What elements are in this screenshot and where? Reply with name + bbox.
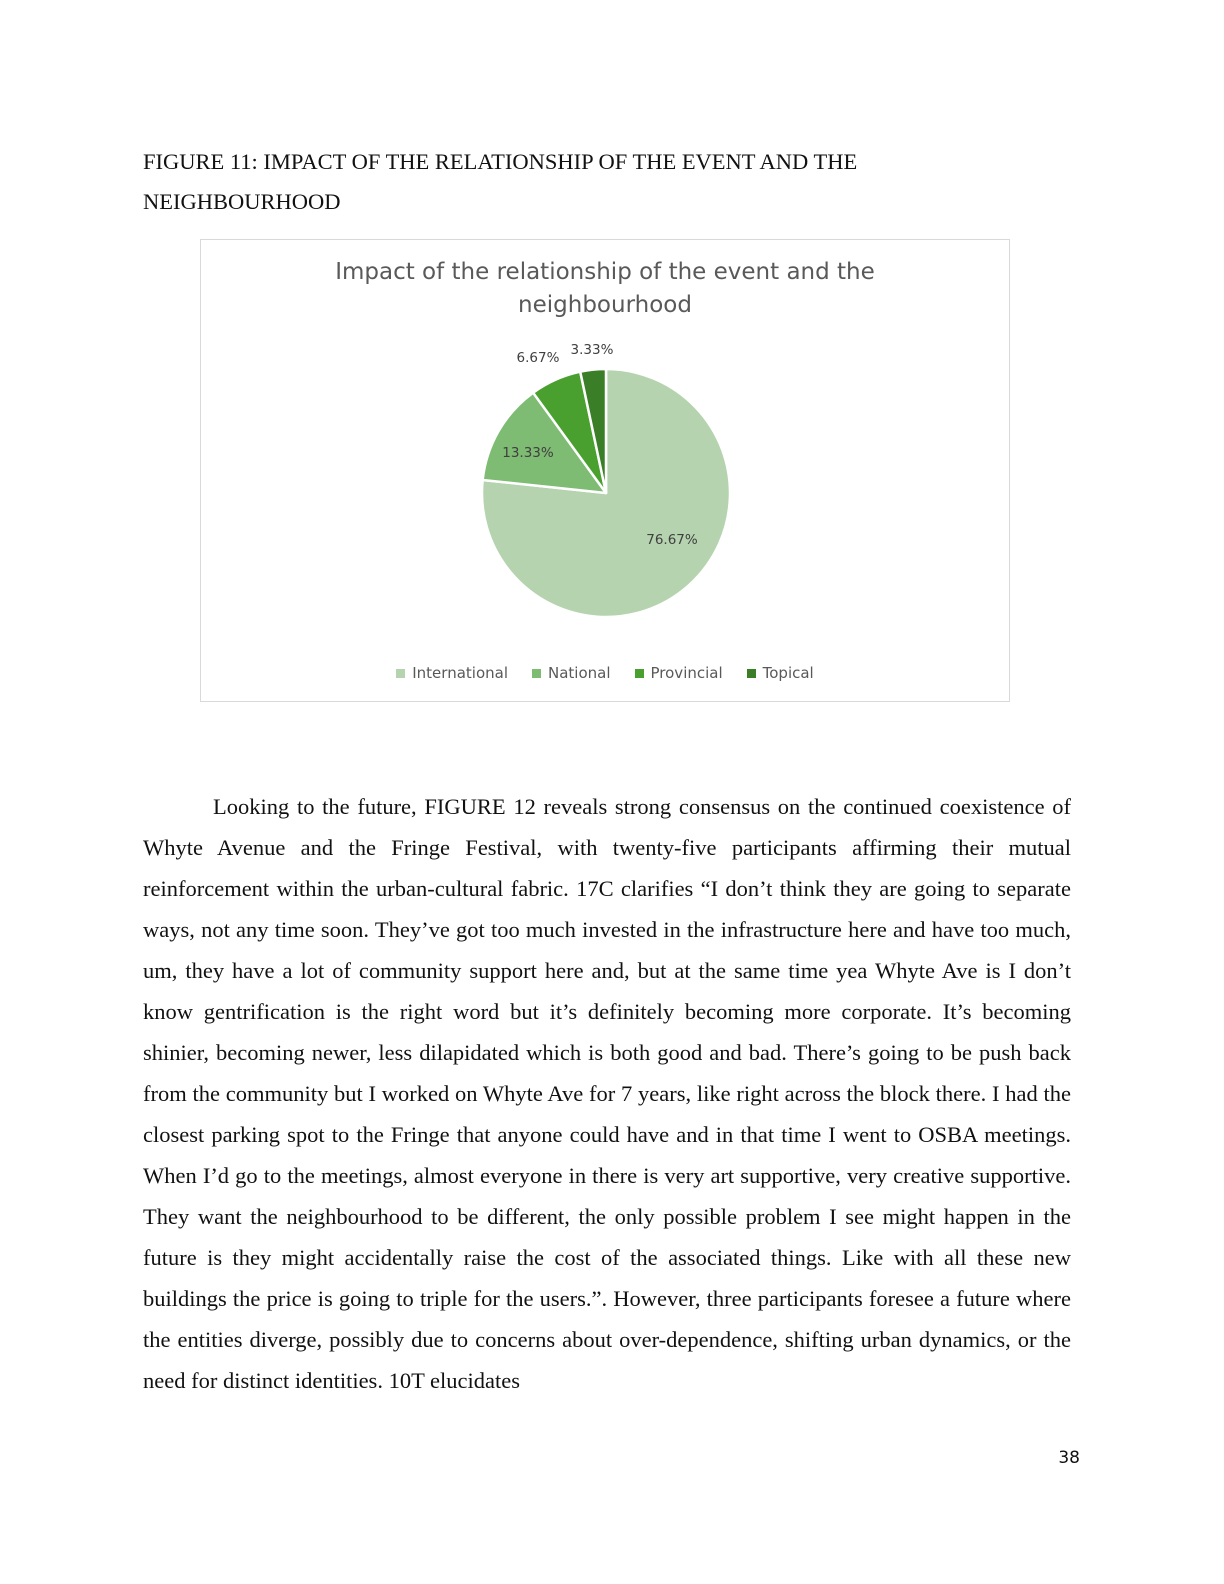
figure-caption-line2: NEIGHBOURHOOD — [143, 189, 341, 214]
chart-legend — [201, 664, 1009, 682]
legend-label: Topical — [762, 664, 814, 682]
legend-item-topical — [747, 664, 814, 682]
legend-item-provincial — [635, 664, 723, 682]
legend-label: National — [548, 664, 611, 682]
legend-item-international — [396, 664, 508, 682]
chart-title-line1: Impact of the relationship of the event and the — [335, 259, 875, 285]
figure-caption — [143, 142, 1083, 222]
page-number: 38 — [1058, 1448, 1080, 1468]
slice-label-international: 76.67% — [646, 532, 698, 548]
pie-chart — [200, 239, 1010, 702]
legend-swatch — [635, 669, 644, 678]
legend-label: Provincial — [650, 664, 723, 682]
slice-label-topical: 3.33% — [570, 342, 614, 358]
slice-label-national: 13.33% — [502, 445, 554, 461]
figure-caption-line1: FIGURE 11: IMPACT OF THE RELATIONSHIP OF THE EVENT AND THE — [143, 149, 858, 174]
legend-label: International — [412, 664, 508, 682]
chart-title-line2: neighbourhood — [518, 292, 692, 318]
legend-swatch — [532, 669, 541, 678]
legend-item-national — [532, 664, 611, 682]
legend-swatch — [747, 669, 756, 678]
legend-swatch — [396, 669, 405, 678]
slice-label-provincial: 6.67% — [516, 350, 560, 366]
pie-chart-plot — [201, 240, 1009, 701]
body-paragraph: Looking to the future, FIGURE 12 reveals strong consensus on the continued coexistence of Whyte Avenue and the Fringe Festival, with twenty-five participants affirming their mutual reinforcement within the urban-cultural fabric. 17C clarifies “I don’t think they are going to separate ways, not any time soon. They’ve got too much invested in the infrastructure here and have too much, um, they have a lot of community support here and, but at the same time yea Whyte Ave is I don’t know gentrification is the right word but it’s definitely becoming more corporate. It’s becoming shinier, becoming newer, less dilapidated which is both good and bad. There’s going to be push back from the community but I worked on Whyte Ave for 7 years, like right across the block there. I had the closest parking spot to the Fringe that anyone could have and in that time I went to OSBA meetings. When I’d go to the meetings, almost everyone in there is very art supportive, very creative supportive. They want the neighbourhood to be different, the only possible problem I see might happen in the future is they might accidentally raise the cost of the associated things. Like with all these new buildings the price is going to triple for the users.”. However, three participants foresee a future where the entities diverge, possibly due to concerns about over-dependence, shifting urban dynamics, or the need for distinct identities. 10T elucidates — [143, 794, 1071, 1393]
